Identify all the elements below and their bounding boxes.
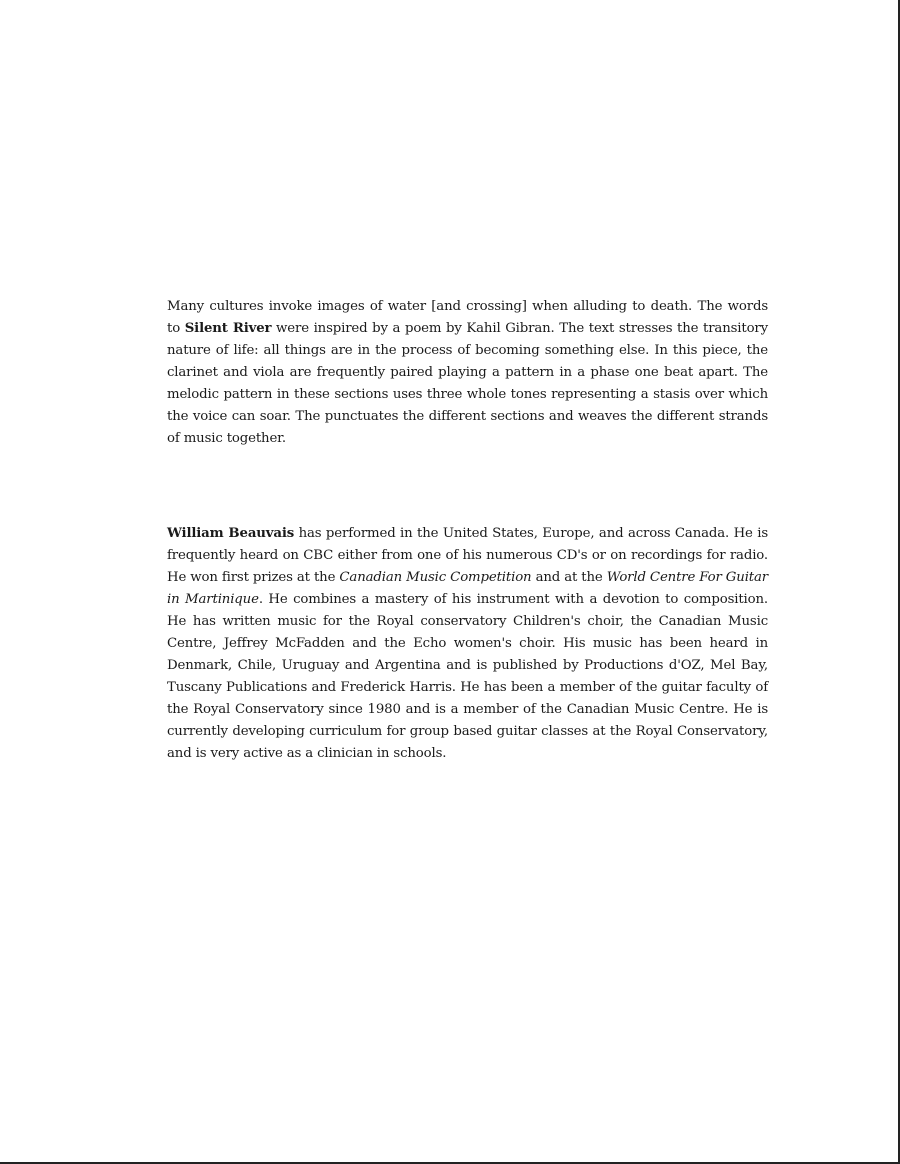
biography-paragraph xyxy=(167,523,768,765)
biography-and-at: and at the xyxy=(535,570,603,585)
competition-2: World Centre For Guitar in Martinique xyxy=(167,570,768,607)
composer-biography xyxy=(167,523,768,765)
biography-part1: has performed in the United States, Europe, and across Canada. He is frequently heard on CBC either from one of his numerous CD's or on recordings for radio. He won first prizes at the xyxy=(167,526,769,585)
biography-part2: . He combines a mastery of his instrument with a devotion to composition. He has written music for the Royal conservatory Children's choir, the Canadian Music Centre, Jeffrey McFadden and the Echo women's choir. His music has been heard in Denmark, Chile, Uruguay and Argentina and is published by Productions d'OZ, Mel Bay, Tuscany Publications and Frederick Harris. He has been a member of the guitar faculty of the Royal Conservatory since 1980 and is a member of the Canadian Music Centre. He is currently developing curriculum for group based guitar classes at the Royal Conservatory, and is very active as a clinician in schools. xyxy=(167,592,768,761)
composer-name: William Beauvais xyxy=(167,526,295,541)
program-note-intro: Many cultures invoke images of water [and crossing] when alluding to death. The words to xyxy=(167,299,768,336)
program-note-paragraph xyxy=(167,296,768,450)
piece-title: Silent River xyxy=(184,321,272,336)
competition-1: Canadian Music Competition xyxy=(339,570,532,585)
program-note xyxy=(167,296,768,450)
program-note-body: were inspired by a poem by Kahil Gibran. The text stresses the transitory nature of life: all things are in the process of becoming something else. In this piece, the clarinet and viola are frequently paired playing a pattern in a phase one beat apart. The melodic pattern in these sections uses three whole tones representing a stasis over which the voice can soar. The punctuates the different sections and weaves the different strands of music together. xyxy=(167,321,768,446)
